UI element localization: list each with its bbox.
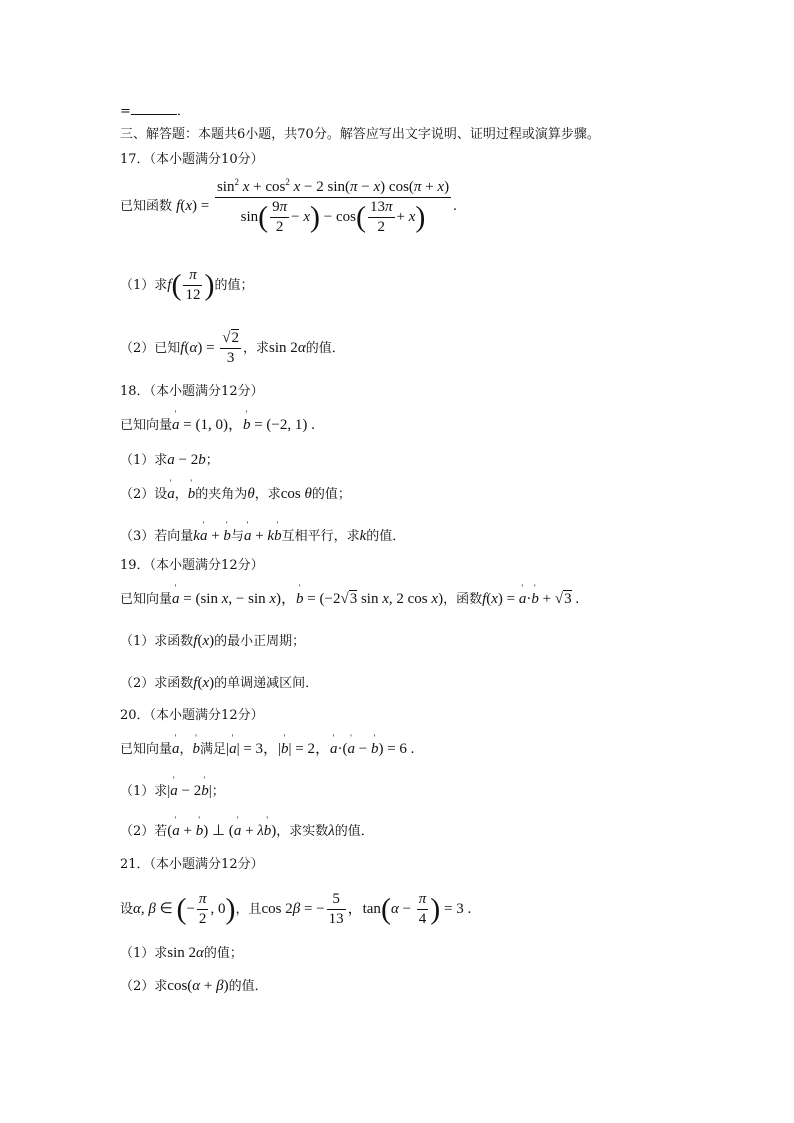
q21-stem: 设α, β ∈ (− $\frac{\pi}{2}$ , 0)，且cos 2β = − $\frac{5}{13}$ ，tan(α − $\frac{\pi}{4}$ ) = 3 .: [120, 891, 472, 927]
q17-function-fraction: $\sin^2 x + \cos^2 x - 2$ sin(π − x) cos(π + x) sin( $\frac{9\pi}{2}$ − x) − cos( $\frac{13\pi}{2}$ + x): [216, 177, 450, 235]
equals-sign: =: [120, 104, 131, 119]
q17-part-2: （2）已知f(α) = $\frac{√2}{3}$ ，求sin 2α的值．: [120, 330, 345, 366]
q20-heading: 20．（本小题满分12分）: [120, 708, 264, 723]
q19-part-2: （2）求函数f(x)的单调递减区间．: [120, 675, 319, 691]
previous-answer-blank: = ．: [120, 104, 190, 119]
q19-stem: 已知向量' a = (sin x, − sin x)，' b = (−2√3 sin x, 2 cos x)，函数f(x) = ' a·' b + √3 .: [120, 592, 579, 607]
q21-heading: 21．（本小题满分12分）: [120, 857, 264, 872]
q17-part-1: （1）求f( $\frac{\pi}{12}$ )的值；: [120, 267, 254, 303]
q18-part-1: （1）求a − 2b；: [120, 452, 219, 468]
section-3-heading: 三、解答题：本题共6小题，共70分。解答应写出文字说明、证明过程或演算步骤。: [120, 127, 600, 142]
q21-part-2: （2）求cos(α + β)的值．: [120, 978, 268, 994]
q17-heading: 17．（本小题满分10分）: [120, 152, 264, 167]
answer-blank: [131, 104, 177, 115]
q19-part-1: （1）求函数f(x)的最小正周期；: [120, 633, 306, 649]
q17-stem: 已知函数 f(x) = $\sin^2 x + \cos^2 x - 2$ sin(π − x) cos(π + x) sin( $\frac{9\pi}{2}$ − x) − cos( $\frac{13\pi}{2}$ + x) .: [120, 177, 457, 235]
q21-part-1: （1）求sin 2α的值；: [120, 945, 243, 961]
q20-part-2: （2）若(' a + ' b) ⊥ (' a + λ' b)，求实数λ的值．: [120, 824, 374, 839]
q18-heading: 18．（本小题满分12分）: [120, 384, 264, 399]
q18-stem: 已知向量' a = (1, 0)，' b = (−2, 1) .: [120, 418, 315, 433]
q18-part-2: （2）设' a，' b的夹角为θ，求cos θ的值；: [120, 487, 351, 502]
q19-heading: 19．（本小题满分12分）: [120, 558, 264, 573]
q20-stem: 已知向量' a，' b满足|' a| = 3，|' b| = 2，' a·(' a − ' b) = 6 .: [120, 742, 414, 757]
q20-part-1: （1）求|' a − 2' b|；: [120, 784, 225, 799]
q18-part-3: （3）若向量k' a + ' b与' a + k' b互相平行，求k的值．: [120, 529, 405, 544]
